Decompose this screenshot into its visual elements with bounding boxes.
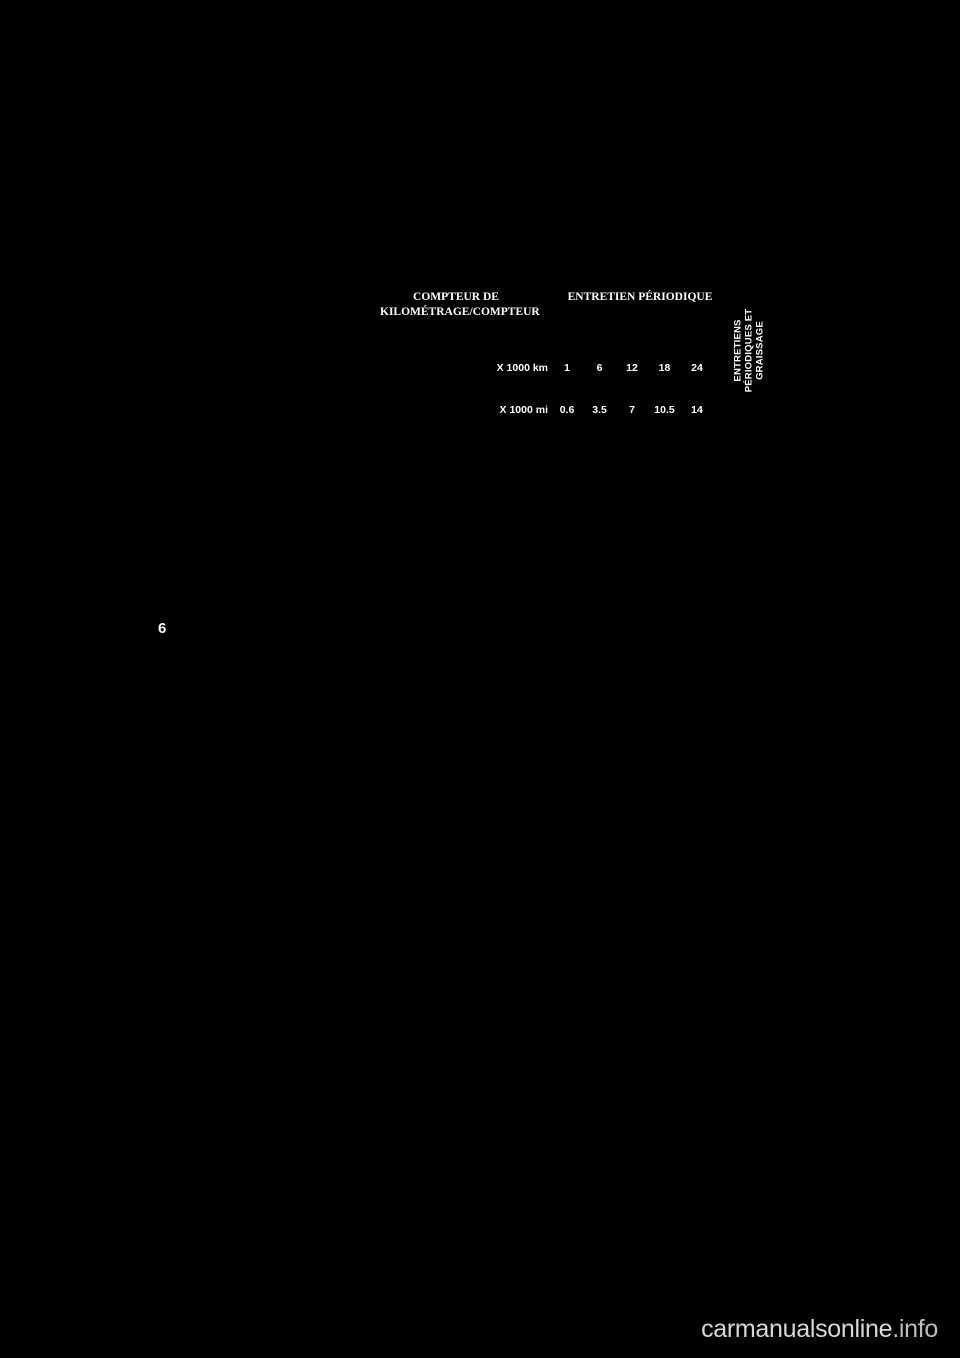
cell-km-3: 12 — [626, 362, 638, 374]
cell-km-2: 6 — [596, 362, 603, 374]
header-left-line1: COMPTEUR DE — [413, 291, 499, 303]
cell-mi-1: 0.6 — [559, 404, 575, 416]
header-left-line2: KILOMÉTRAGE/COMPTEUR — [380, 306, 540, 318]
table-header-left — [380, 290, 540, 320]
side-tab-line2: PÉRIODIQUES ET — [743, 308, 755, 393]
page-number: 6 — [158, 620, 167, 637]
table-header-right: ENTRETIEN PÉRIODIQUE — [567, 291, 713, 303]
maintenance-table — [380, 290, 730, 416]
table-row — [380, 362, 730, 374]
chapter-side-tab — [720, 300, 820, 396]
table-header-row — [380, 290, 730, 320]
row-label-mi: X 1000 mi — [499, 404, 548, 416]
row-label-km: X 1000 km — [496, 362, 548, 374]
cell-km-1: 1 — [564, 362, 570, 374]
cell-km-5: 24 — [691, 362, 703, 374]
watermark-brand: carmanualsonline — [701, 1315, 893, 1343]
cell-mi-2: 3.5 — [592, 404, 607, 416]
cell-mi-5: 14 — [691, 404, 703, 416]
cell-km-4: 18 — [658, 362, 671, 374]
watermark-suffix: .info — [892, 1315, 938, 1343]
table-row — [380, 404, 730, 416]
row-values-km — [556, 362, 708, 374]
chapter-side-tab-text — [733, 303, 766, 399]
row-values-mi — [556, 404, 708, 416]
site-watermark — [701, 1315, 938, 1344]
cell-mi-4: 10.5 — [654, 404, 675, 416]
side-tab-line3: GRAISSAGE — [754, 321, 766, 380]
cell-mi-3: 7 — [629, 404, 635, 416]
side-tab-line1: ENTRETIENS — [732, 319, 744, 382]
